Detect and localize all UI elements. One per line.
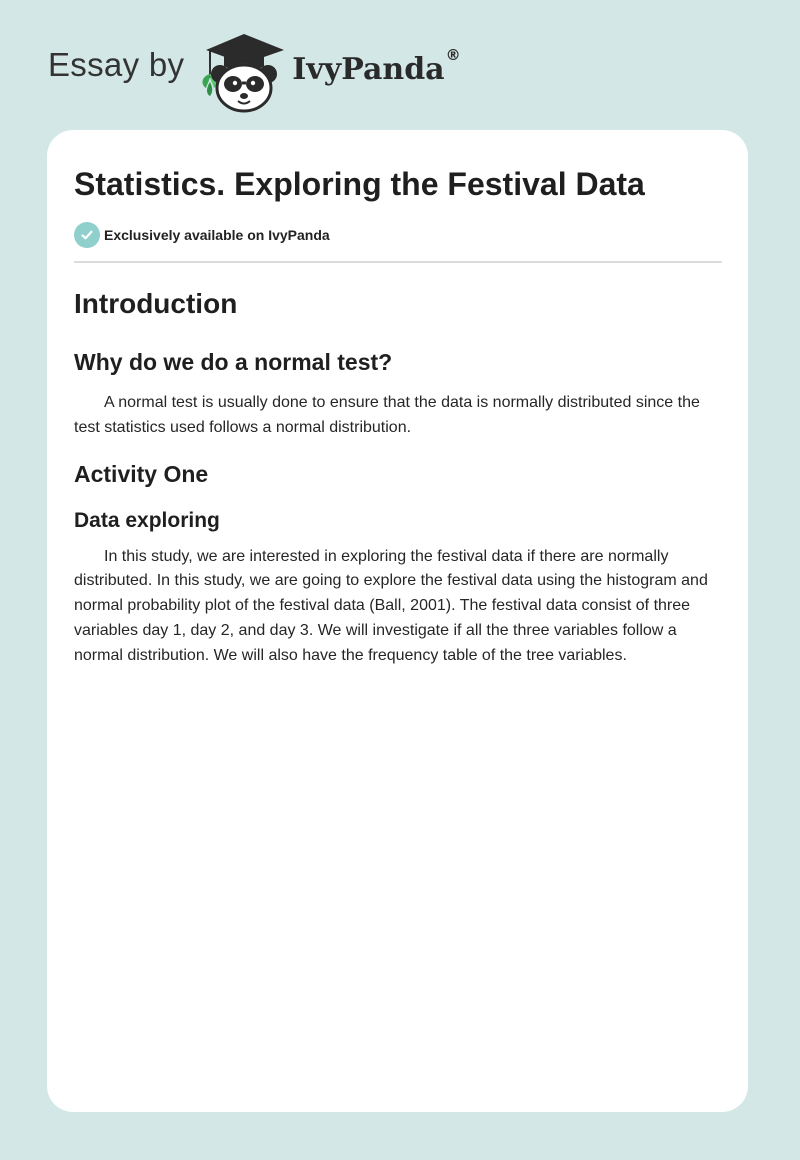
panda-graduate-logo-icon: [198, 30, 290, 114]
brand-name: IvyPanda®: [292, 45, 461, 87]
heading-activity-one: Activity One: [74, 460, 209, 487]
exclusive-badge: [74, 221, 722, 249]
heading-introduction: Introduction: [74, 288, 238, 319]
essay-card: [47, 130, 748, 1112]
heading-normal-test: Why do we do a normal test?: [74, 349, 393, 375]
exclusive-badge-label: Exclusively available on IvyPanda: [104, 227, 330, 243]
check-icon: [74, 222, 100, 248]
title-divider: [74, 261, 722, 263]
registered-mark: ®: [445, 45, 461, 64]
paragraph-normal-test: A normal test is usually done to ensure that the data is normally distributed since the test statistics used follows a normal distribution.: [74, 394, 700, 436]
heading-data-exploring: Data exploring: [74, 508, 220, 532]
paragraph-data-exploring: In this study, we are interested in exploring the festival data if there are normally distributed. In this study, we are going to explore the festival data using the histogram and normal probability plot of the festival data (Ball, 2001). The festival data consist of three variables day 1, day 2, and day 3. We will investigate if all the three variables follow a normal distribution. We will also have the frequency table of the tree variables.: [74, 547, 708, 664]
essay-title: Statistics. Exploring the Festival Data: [74, 166, 645, 202]
brand-prefix: Essay by: [48, 46, 185, 83]
brand-header[interactable]: [48, 30, 461, 114]
